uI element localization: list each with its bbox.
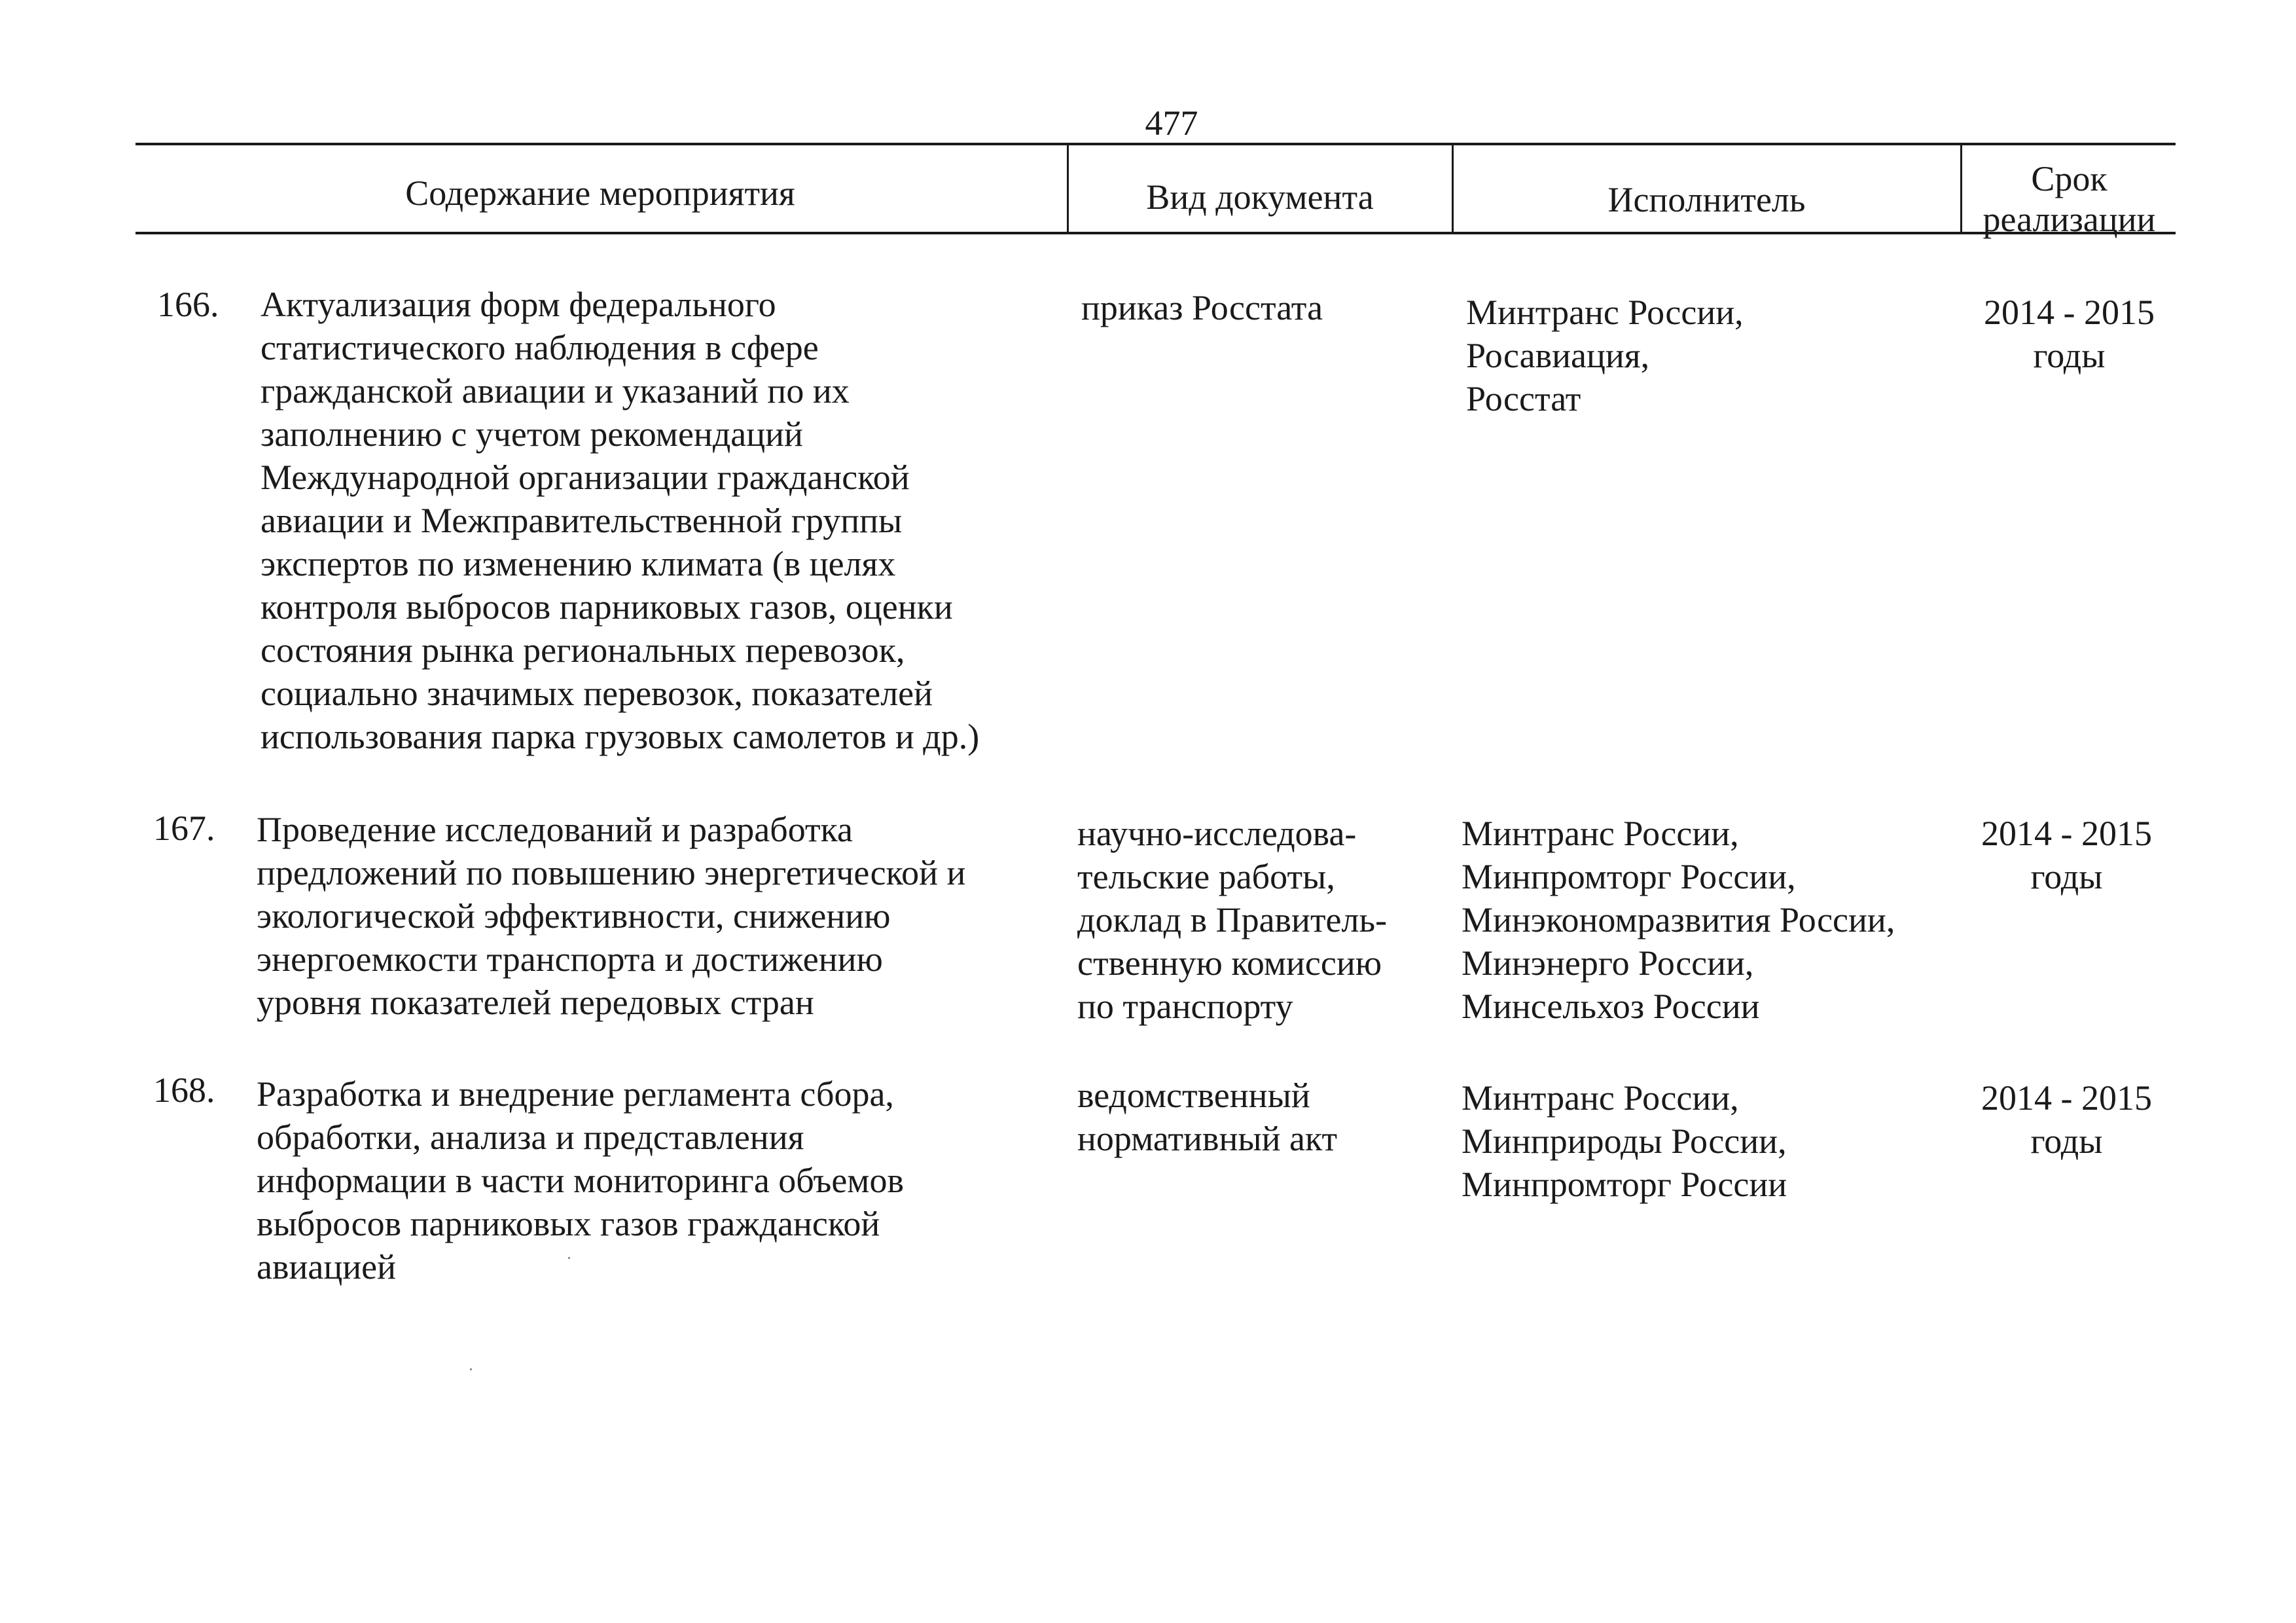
row-term: 2014 - 2015 годы [1984,293,2155,375]
scan-speck [568,1257,570,1259]
header-top-rule [135,143,2176,145]
header-bottom-rule [135,232,2176,234]
scan-speck [470,1368,472,1370]
page-number: 477 [1145,103,1198,143]
header-divider-2 [1452,145,1454,233]
row-number: 166. [157,285,219,324]
header-executor: Исполнитель [1607,180,1806,219]
header-term: Срок реализации [1982,159,2156,239]
row-term: 2014 - 2015 годы [1981,1078,2152,1161]
row-content: Разработка и внедрение регламента сбора, обработки, анализа и представления информации в части мониторинга объемов выбросов парниковых газов гражданской авиацией [257,1074,904,1286]
header-content: Содержание мероприятия [405,173,795,213]
row-executor: Минтранс России, Минприроды России, Минпромторг России [1462,1078,1787,1204]
row-content: Проведение исследований и разработка предложений по повышению энергетической и экологической эффективности, снижению энергоемкости транспорта и достижению уровня показателей передовых стран [257,810,966,1022]
header-doc-type: Вид документа [1146,177,1374,217]
row-term: 2014 - 2015 годы [1981,814,2152,896]
row-doc-type: приказ Росстата [1081,288,1323,327]
header-divider-1 [1067,145,1069,233]
row-doc-type: научно-исследова- тельские работы, доклад в Правитель- ственную комиссию по транспорту [1077,814,1388,1026]
row-content: Актуализация форм федерального статистического наблюдения в сфере гражданской авиации и указаний по их заполнению с учетом рекомендаций Международной организации гражданской авиации и Межправительственной группы экспертов по изменению климата (в целях контроля выбросов парниковых газов, оценки состояния рынка региональных перевозок, социально значимых перевозок, показателей использования парка грузовых самолетов и др.) [260,285,980,756]
row-executor: Минтранс России, Минпромторг России, Минэкономразвития России, Минэнерго России, Минсельхоз России [1462,814,1895,1026]
header-divider-3 [1960,145,1962,233]
row-number: 168. [153,1070,215,1110]
row-executor: Минтранс России, Росавиация, Росстат [1466,293,1744,418]
row-doc-type: ведомственный нормативный акт [1077,1076,1338,1158]
row-number: 167. [153,809,215,848]
